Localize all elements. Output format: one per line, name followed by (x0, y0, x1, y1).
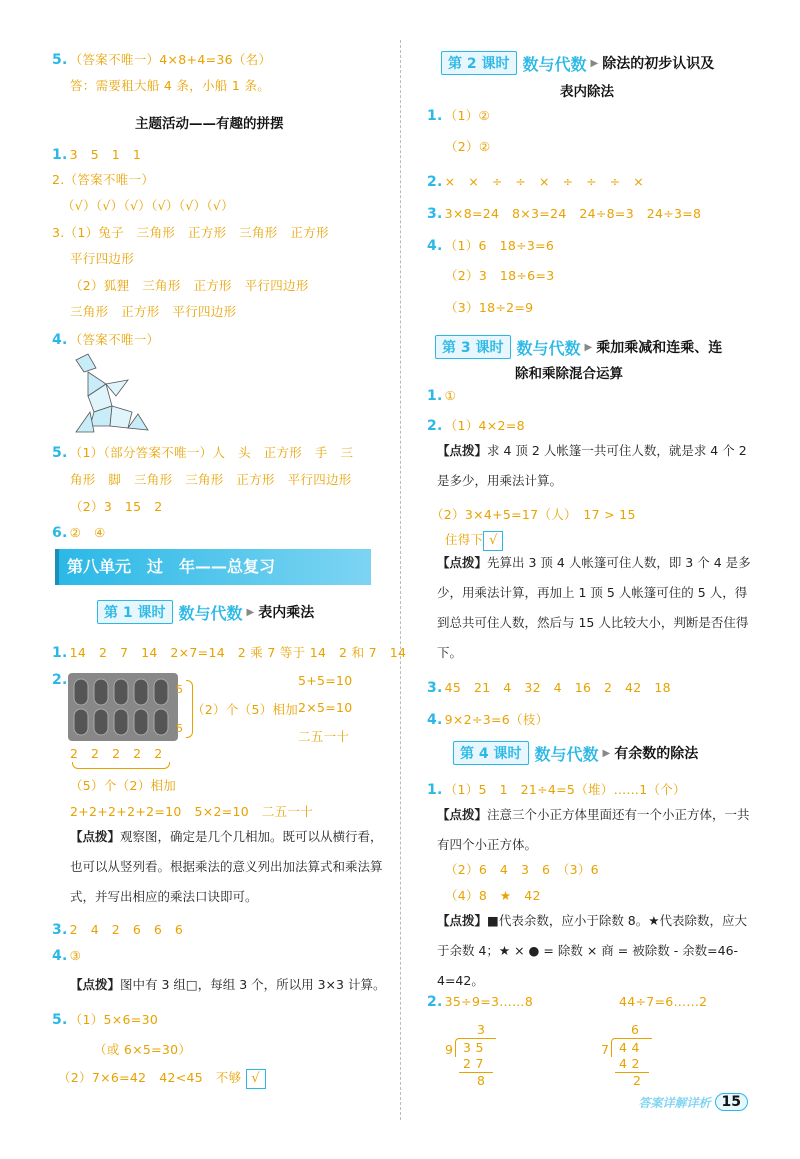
div1-divisor: 9 (445, 1042, 454, 1057)
t5-line3: （2）3 15 2 (70, 499, 163, 514)
u1b-line1: （2）6 4 3 6 （3）6 (445, 862, 599, 877)
div1-dividend: 3 5 (463, 1040, 484, 1055)
lesson-2-cat: 数与代数 (522, 54, 587, 74)
t3-line2: 平行四边形 (70, 251, 135, 266)
div2-product: 4 2 (619, 1056, 640, 1071)
lesson-4-tag: 第 4 课时 (453, 741, 529, 765)
r4-line1: 4. （1）6 18÷3=6 (427, 238, 555, 254)
tangram-head (76, 354, 96, 372)
u1: 1. （1）5 1 21÷4=5（堆）……1（个） (427, 782, 686, 798)
s2b-line1: （2）3×4+5=17（人） 17 > 15 (431, 507, 636, 522)
lesson-4-cat: 数与代数 (534, 744, 599, 764)
s2-tip: 【点拨】求 4 顶 2 人帐篷一共可住人数，就是求 4 个 2 是多少，用乘法计算。 (437, 443, 747, 488)
u2-eq2: 44÷7=6……2 (619, 994, 708, 1009)
s4: 4. 9×2÷3=6（枝） (427, 712, 549, 728)
l1q1: 1. 14 2 7 14 2×7=14 2 乘 7 等于 14 2 和 7 14 (52, 645, 407, 661)
div2-line (615, 1072, 649, 1073)
div1-line (459, 1072, 493, 1073)
u1b-line2: （4）8 ★ 42 (445, 888, 541, 903)
r4-line2: （2）3 18÷6=3 (445, 268, 555, 283)
lesson-2-header (441, 52, 714, 74)
lesson-1-name: 表内乘法 (258, 605, 315, 621)
unit-title: 第八单元 过 年——总复习 (55, 549, 371, 585)
t5-line1: 5. （1）（部分答案不唯一）人 头 正方形 手 三 (52, 445, 354, 461)
l1q2-bottom-text: （5）个（2）相加 (70, 778, 177, 793)
l1q4: 4. ③ (52, 948, 82, 964)
s2: 2. （1）4×2=8 (427, 418, 525, 434)
div2-dividend: 4 4 (619, 1040, 640, 1055)
r2: 2. × × ÷ ÷ × ÷ ÷ ÷ × (427, 174, 645, 190)
s2b-line2: 住得下 √ (445, 530, 503, 551)
l1q2-eq2: 2×5=10 (298, 700, 353, 715)
t1: 1. 3 5 1 1 (52, 147, 142, 163)
triangle-icon: ▶ (584, 341, 593, 353)
r1-line1: 1. （1）② (427, 108, 491, 124)
lesson-2-name: 除法的初步认识及 (602, 56, 715, 72)
lesson-4-name: 有余数的除法 (614, 746, 699, 762)
lesson-3-name: 乘加乘减和连乘、连 (596, 340, 723, 356)
tangram-figure (66, 352, 156, 438)
t2: 2.（答案不唯一） (52, 172, 155, 187)
l1q2-bottom-nums: 2 2 2 2 2 (70, 746, 163, 761)
l1q2-num: 2. (52, 672, 68, 688)
div1-quotient: 3 (477, 1022, 486, 1037)
left-q5-line1: 5. （答案不唯一）4×8+4=36（名） (52, 52, 272, 68)
tangram-foot-left (76, 412, 94, 432)
l1q2-eq1: 5+5=10 (298, 673, 353, 688)
theme-title: 主题活动——有趣的拼摆 (135, 116, 284, 132)
r1-line2: （2）② (445, 139, 491, 154)
lesson-4-header (453, 742, 698, 764)
lesson-3-header (435, 336, 722, 358)
capsule-blister-image (68, 673, 178, 741)
lesson-1-cat: 数与代数 (178, 603, 243, 623)
page-footer (639, 1093, 749, 1111)
l1q3: 3. 2 4 2 6 6 6 (52, 922, 184, 938)
footer-text: 答案详解详析 (638, 1095, 711, 1110)
lesson-3-cat: 数与代数 (516, 338, 581, 358)
l1-tip4: 【点拨】图中有 3 组□，每组 3 个，所以用 3×3 计算。 (70, 977, 386, 992)
l1-tip: 【点拨】观察图，确定是几个几相加。既可以从横行看，也可以从竖列看。根据乘法的意义列出加法算式和乘法算式，并写出相应的乘法口诀即可。 (70, 829, 383, 904)
lesson-3-tag: 第 3 课时 (435, 335, 511, 359)
page-number: 15 (715, 1093, 748, 1111)
div1-product: 2 7 (463, 1056, 484, 1071)
r4-line3: （3）18÷2=9 (445, 300, 534, 315)
t3-line3: （2）狐狸 三角形 正方形 平行四边形 (70, 278, 309, 293)
t6: 6. ② ④ (52, 525, 106, 541)
bottom-brace (72, 762, 170, 769)
s2-tip2: 【点拨】先算出 3 顶 4 人帐篷可住人数，即 3 个 4 是多少，用乘法计算，再加上 1 顶 5 人帐篷可住的 5 人，得到总共可住人数，然后与 15 人比较大小，判断是否住得下。 (437, 555, 751, 660)
side-label-top: 5 (176, 683, 184, 696)
div1-remainder: 8 (477, 1073, 486, 1088)
l1q2-eq3: 二五一十 (298, 729, 350, 744)
s1: 1. ① (427, 388, 457, 404)
side-label-bottom: 5 (176, 722, 184, 735)
t4: 4. （答案不唯一） (52, 332, 160, 348)
check-box: √ (483, 531, 503, 551)
lesson-3-name2: 除和乘除混合运算 (515, 366, 623, 382)
column-divider (400, 40, 401, 1120)
lesson-1-header (97, 601, 314, 623)
div2-remainder: 2 (633, 1073, 642, 1088)
l1q5-line2: （或 6×5=30） (94, 1042, 192, 1057)
t3-line4: 三角形 正方形 平行四边形 (70, 304, 237, 319)
l1q2-bottom-eq: 2+2+2+2+2=10 5×2=10 二五一十 (70, 804, 313, 819)
u1-tip: 【点拨】注意三个小正方体里面还有一个小正方体，一共有四个小正方体。 (437, 807, 750, 852)
l1q5-line1: 5. （1）5×6=30 (52, 1012, 159, 1028)
lesson-2-tag: 第 2 课时 (441, 51, 517, 75)
u1-tip2: 【点拨】■代表余数，应小于除数 8。★代表除数，应大于余数 4；★ × ● = 除数 × 商 = 被除数 - 余数=46-4=42。 (437, 913, 747, 988)
tangram-leg (110, 406, 132, 428)
lesson-1-tag: 第 1 课时 (97, 600, 173, 624)
tangram-hand (106, 380, 128, 396)
t3-line1: 3.（1）兔子 三角形 正方形 三角形 正方形 (52, 225, 329, 240)
triangle-icon: ▶ (590, 57, 599, 69)
lesson-2-name2: 表内除法 (560, 84, 614, 100)
t5-line2: 角形 脚 三角形 三角形 正方形 平行四边形 (70, 472, 352, 487)
l1q2-side-text: （2）个（5）相加 (192, 702, 299, 717)
u2-eq1: 2. 35÷9=3……8 (427, 994, 534, 1010)
div2-quotient: 6 (631, 1022, 640, 1037)
t2-marks: （√）（√）（√）（√）（√）（√） (62, 198, 234, 213)
l1q5-line3: （2）7×6=42 42<45 不够 √ (58, 1068, 266, 1089)
check-box: √ (246, 1069, 266, 1089)
triangle-icon: ▶ (602, 747, 611, 759)
triangle-icon: ▶ (246, 606, 255, 618)
left-q5-line2: 答：需要租大船 4 条，小船 1 条。 (70, 78, 270, 93)
r3: 3. 3×8=24 8×3=24 24÷8=3 24÷3=8 (427, 206, 702, 222)
s3: 3. 45 21 4 32 4 16 2 42 18 (427, 680, 671, 696)
div2-divisor: 7 (601, 1042, 610, 1057)
